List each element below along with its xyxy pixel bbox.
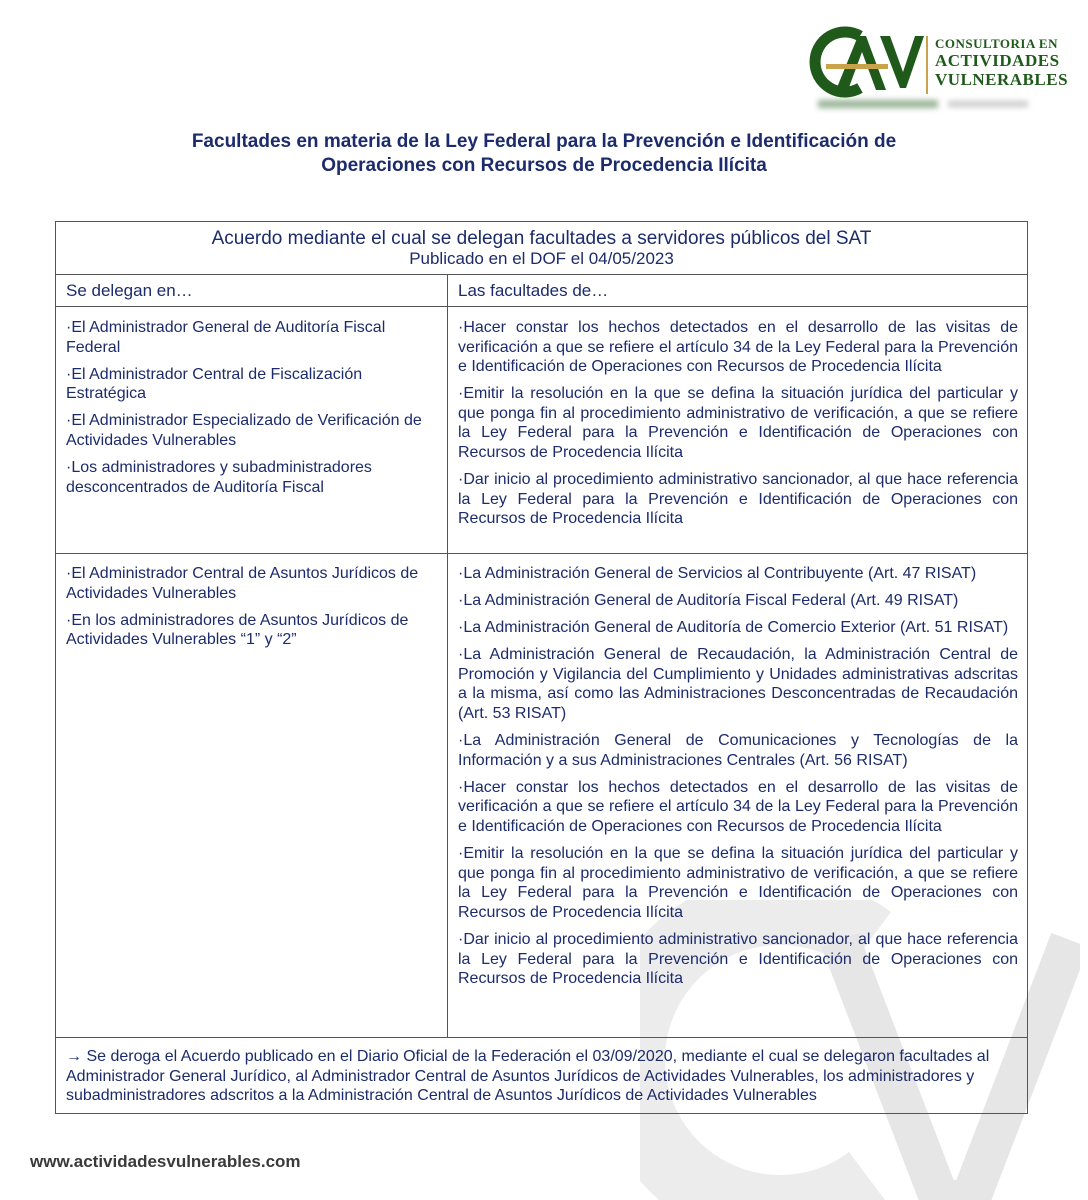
list-item: ·La Administración General de Auditoría Fiscal Federal (Art. 49 RISAT) bbox=[458, 592, 959, 610]
table-header-subtitle: Publicado en el DOF el 04/05/2023 bbox=[409, 249, 674, 268]
logo-text-line3: VULNERABLES bbox=[935, 70, 1069, 89]
row-2-powers bbox=[448, 554, 1027, 1037]
row-1-delegates bbox=[56, 308, 447, 553]
list-item: ·La Administración General de Recaudación, la Administración Central de Promoción y Vigilancia del Cumplimiento y Unidades administrativas adscritas a la misma, así como las Administraciones Desconcentradas de Recaudación (Art. 53 RISAT) bbox=[458, 646, 1018, 723]
document-title bbox=[60, 130, 1028, 178]
column-header-delegates: Se delegan en… bbox=[56, 275, 447, 307]
repeal-note bbox=[56, 1038, 1027, 1106]
list-item: ·Emitir la resolución en la que se defina la situación jurídica del particular y que ponga fin al procedimiento administrativo de verificación, a que se refiere la Ley Federal para la Prevención e Identificación de Operaciones con Recursos de Procedencia Ilícita bbox=[458, 845, 1018, 921]
logo-reflection bbox=[818, 98, 1028, 110]
list-item: ·El Administrador Central de Fiscalización Estratégica bbox=[66, 365, 363, 403]
list-item: ·Emitir la resolución en la que se defina la situación jurídica del particular y que ponga fin al procedimiento administrativo de verificación, a que se refiere la Ley Federal para la Prevención e Identificación de Operaciones con Recursos de Procedencia Ilícita bbox=[458, 385, 1018, 462]
row-1-powers bbox=[448, 308, 1027, 553]
website-link[interactable]: www.actividadesvulnerables.com bbox=[30, 1152, 301, 1171]
list-item: ·La Administración General de Auditoría de Comercio Exterior (Art. 51 RISAT) bbox=[458, 619, 1009, 637]
table-header-title: Acuerdo mediante el cual se delegan facultades a servidores públicos del SAT bbox=[211, 228, 872, 249]
logo-divider bbox=[926, 36, 928, 94]
title-line-2: Operaciones con Recursos de Procedencia Ilícita bbox=[321, 155, 767, 176]
row-2-delegates bbox=[56, 554, 447, 1037]
list-item: ·Dar inicio al procedimiento administrativo sancionador, al que hace referencia la Ley Federal para la Prevención e Identificación de Operaciones con Recursos de Procedencia Ilícita bbox=[458, 471, 1018, 528]
list-item: ·La Administración General de Servicios al Contribuyente (Art. 47 RISAT) bbox=[458, 565, 977, 582]
list-item: ·En los administradores de Asuntos Jurídicos de Actividades Vulnerables “1” y “2” bbox=[66, 611, 409, 649]
logo-text-line2: ACTIVIDADES bbox=[935, 51, 1060, 70]
table-header bbox=[56, 222, 1027, 275]
list-item: ·El Administrador General de Auditoría Fiscal Federal bbox=[66, 319, 386, 356]
delegation-table bbox=[55, 221, 1028, 1114]
list-item: ·El Administrador Central de Asuntos Jurídicos de Actividades Vulnerables bbox=[66, 565, 419, 602]
list-item: ·Dar inicio al procedimiento administrativo sancionador, al que hace referencia la Ley Federal para la Prevención e Identificación de Operaciones con Recursos de Procedencia Ilícita bbox=[458, 931, 1018, 988]
company-logo bbox=[798, 26, 1069, 116]
list-item: ·Hacer constar los hechos detectados en el desarrollo de las visitas de verificación a que se refiere el artículo 34 de la Ley Federal para la Prevención e Identificación de Operaciones con Recursos de Procedencia Ilícita bbox=[458, 778, 1018, 836]
list-item: ·La Administración General de Comunicaciones y Tecnologías de la Información y a sus Administraciones Centrales (Art. 56 RISAT) bbox=[458, 732, 1018, 769]
title-line-1: Facultades en materia de la Ley Federal para la Prevención e Identificación de bbox=[191, 131, 897, 152]
repeal-note-text: Se deroga el Acuerdo publicado en el Diario Oficial de la Federación el 03/09/2020, mediante el cual se delegaron facultades al Administrador General Jurídico, al Administrador Central de Asuntos Jurídicos de Actividades Vulnerables, los administradores y subadministradores adscritos a la Administración Central de Asuntos Jurídicos de Actividades Vulnerables bbox=[66, 1048, 990, 1105]
list-item: ·Hacer constar los hechos detectados en el desarrollo de las visitas de verificación a que se refiere el artículo 34 de la Ley Federal para la Prevención e Identificación de Operaciones con Recursos de Procedencia Ilícita bbox=[458, 319, 1018, 376]
logo-text-line1: CONSULTORIA EN bbox=[935, 36, 1058, 51]
arrow-right-icon: → bbox=[66, 1048, 82, 1065]
list-item: ·El Administrador Especializado de Verificación de Actividades Vulnerables bbox=[66, 412, 422, 449]
column-header-powers: Las facultades de… bbox=[448, 275, 1027, 307]
cav-logo-icon bbox=[798, 26, 924, 98]
list-item: ·Los administradores y subadministradores desconcentrados de Auditoría Fiscal bbox=[66, 459, 372, 496]
